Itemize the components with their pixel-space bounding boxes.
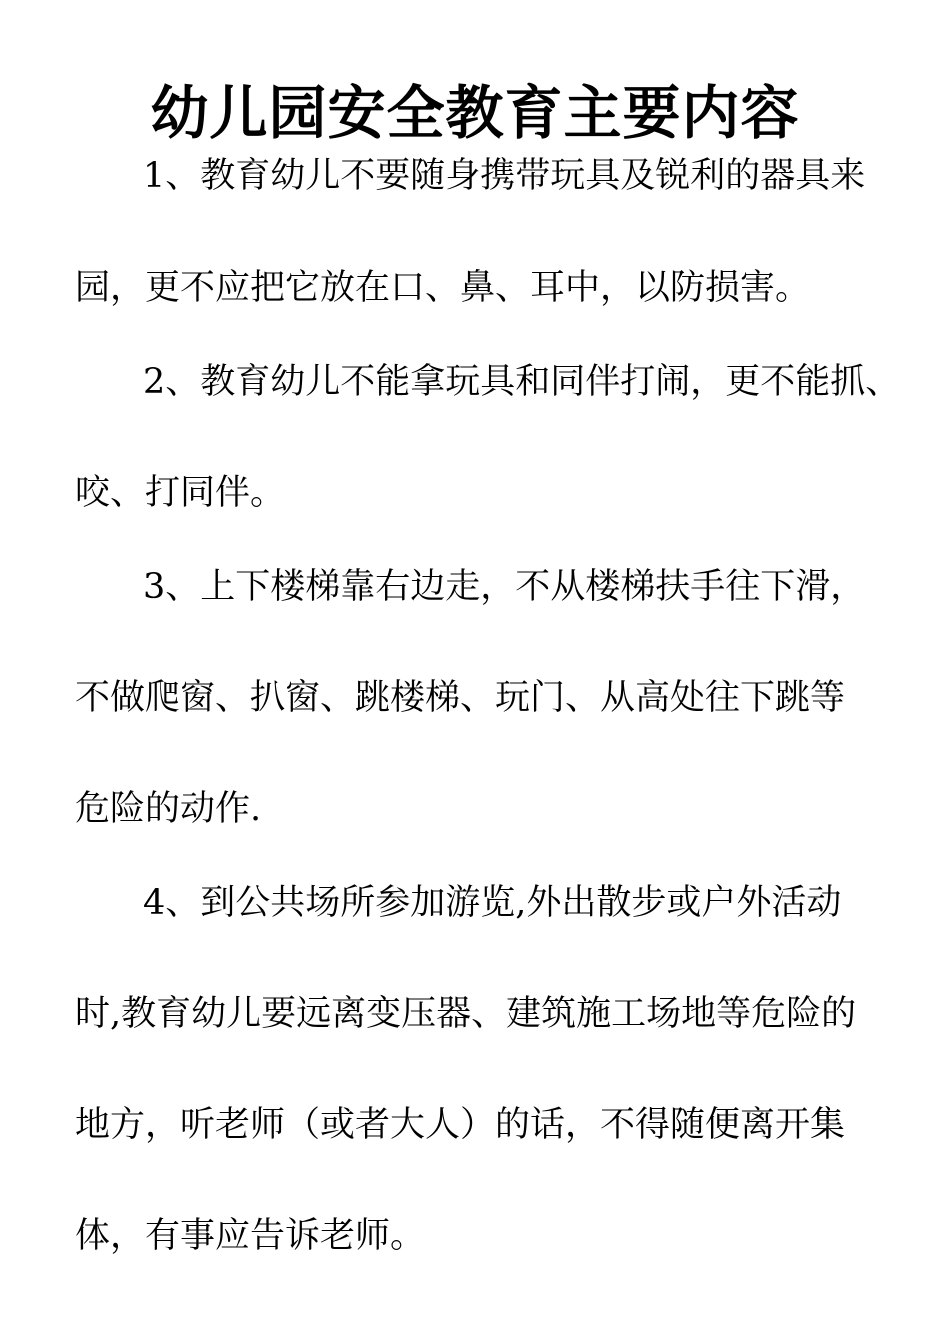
paragraph-line: 时,教育幼儿要远离变压器、建筑施工场地等危险的: [75, 994, 857, 1034]
paragraph-line: 园，更不应把它放在口、鼻、耳中，以防损害。: [75, 268, 811, 308]
paragraph-line: 2、教育幼儿不能拿玩具和同伴打闹，更不能抓、: [143, 362, 901, 402]
paragraph-line: 不做爬窗、扒窗、跳楼梯、玩门、从高处往下跳等: [75, 678, 846, 718]
paragraph-line: 4、到公共场所参加游览,外出散步或户外活动: [143, 883, 842, 923]
page-title: 幼儿园安全教育主要内容: [150, 79, 800, 147]
paragraph-line: 咬、打同伴。: [75, 473, 286, 513]
paragraph-line: 体，有事应告诉老师。: [75, 1216, 426, 1256]
paragraph-line: 危险的动作.: [75, 789, 262, 829]
paragraph-line: 3、上下楼梯靠右边走，不从楼梯扶手往下滑，: [143, 567, 866, 607]
paragraph-line: 地方，听老师（或者大人）的话，不得随便离开集: [75, 1105, 846, 1145]
paragraph-line: 1、教育幼儿不要随身携带玩具及锐利的器具来: [143, 156, 866, 196]
